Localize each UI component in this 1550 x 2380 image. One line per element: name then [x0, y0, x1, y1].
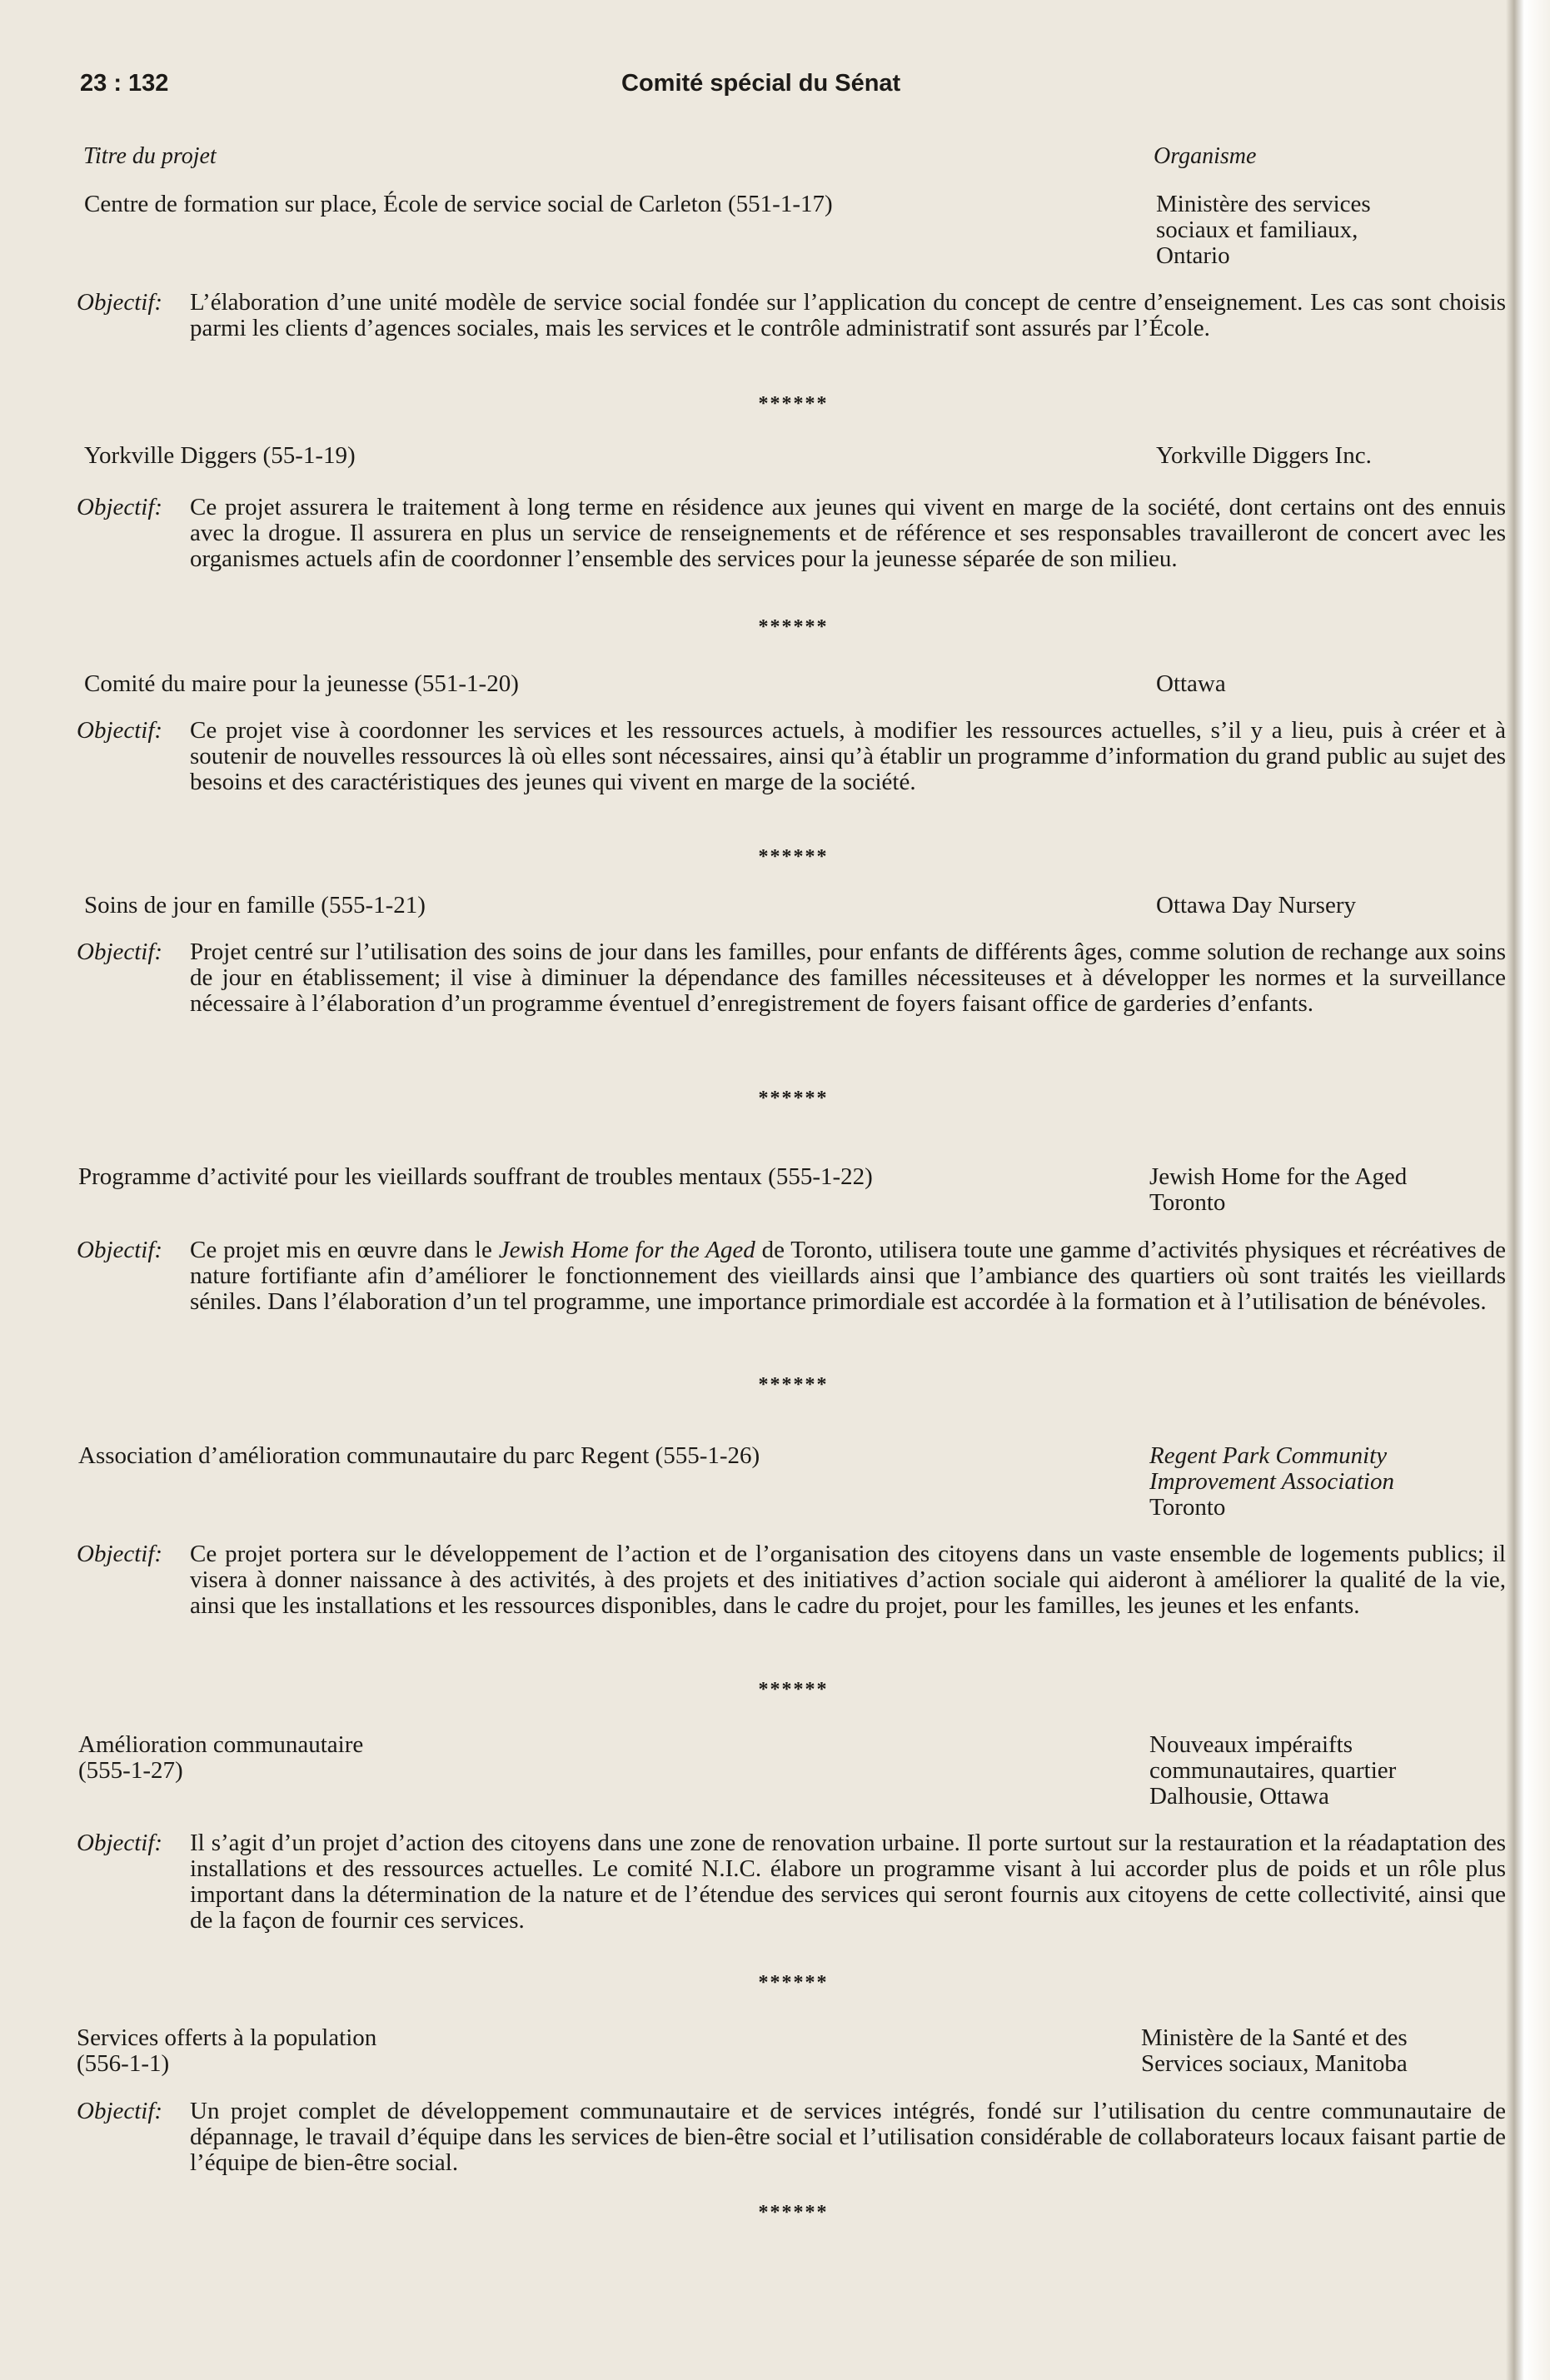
objective-text: Projet centré sur l’utilisation des soins de jour dans les familles, pour enfants de différents âges, comme solution de rechange aux soins de jour en établissement; il vise à diminuer la dépendance des familles nécessiteuses et à développer les normes et la surveillance nécessaire à l’élaboration d’un programme éventuel d’enregistrement de foyers faisant office de garderies d’enfants.: [190, 939, 1506, 1017]
project-title: Association d’amélioration communautaire du parc Regent (555-1-26): [78, 1442, 760, 1469]
project-title: Soins de jour en famille (555-1-21): [84, 892, 426, 919]
separator-stars: ******: [758, 393, 829, 415]
organization-city: Toronto: [1149, 1494, 1226, 1521]
project-entry: [77, 443, 1508, 572]
project-organization: Jewish Home for the Aged Toronto: [1149, 1163, 1408, 1216]
project-objective: [77, 1237, 1508, 1315]
project-objective: [77, 939, 1508, 1017]
separator-stars: ******: [758, 1374, 829, 1396]
project-organization: Ottawa Day Nursery: [1156, 892, 1356, 919]
page-number: 23 : 132: [80, 70, 169, 97]
separator-stars: ******: [758, 846, 829, 868]
project-objective: [77, 1830, 1508, 1934]
project-objective: [77, 1541, 1508, 1619]
objective-text: L’élaboration d’une unité modèle de service social fondée sur l’application du concept de centre d’enseignement. Les cas sont choisis parmi les clients d’agences sociales, mais les services et le contrôle administratif sont assurés par l’École.: [190, 289, 1506, 341]
separator-stars: ******: [758, 1679, 829, 1700]
separator: [0, 393, 1550, 416]
objective-text: [190, 1237, 1506, 1315]
project-organization: Nouveaux impéraifts communautaires, quartier Dalhousie, Ottawa: [1149, 1731, 1397, 1810]
objective-label: Objectif:: [77, 1541, 163, 1567]
objective-text: Ce projet vise à coordonner les services et les ressources actuels, à modifier les ressources actuelles, s’il y a lieu, puis à créer et à soutenir de nouvelles ressources là où elles sont nécessaires, ainsi qu’à établir un programme d’information du grand public au sujet des besoins et des caractéristiques des jeunes qui vivent en marge de la société.: [190, 717, 1506, 795]
page-edge: [1506, 0, 1550, 2380]
separator: [0, 1972, 1550, 1994]
objective-label: Objectif:: [77, 2098, 163, 2124]
objective-text: Il s’agit d’un projet d’action des citoyens dans une zone de renovation urbaine. Il porte surtout sur la restauration et la réadaptation des installations et des ressources actuelles. Le comité N.I.C. élabore un programme visant à lui accorder plus de poids et un rôle plus important dans la détermination de la nature et de l’étendue des services qui seront fournis aux citoyens de cette collectivité, ainsi que de la façon de fournir ces services.: [190, 1830, 1506, 1934]
objective-text: Ce projet portera sur le développement de l’action et de l’organisation des citoyens dans un vaste ensemble de logements publics; il visera à donner naissance à des activités, à des projets et des initiatives d’action sociale qui aideront à améliorer la qualité de la vie, ainsi que les installations et les ressources disponibles, dans le cadre du projet, pour les familles, les jeunes et les enfants.: [190, 1541, 1506, 1619]
project-title: Amélioration communautaire (555-1-27): [78, 1731, 364, 1784]
separator: [0, 1679, 1550, 1701]
project-entry: [77, 893, 1508, 1017]
page-title: Comité spécial du Sénat: [621, 70, 901, 97]
objective-label: Objectif:: [77, 939, 163, 965]
project-entry: [77, 1443, 1508, 1619]
page-header: [80, 70, 1496, 112]
objective-text-italic: Jewish Home for the Aged: [498, 1237, 755, 1263]
objective-text-part: Ce projet mis en œuvre dans le: [190, 1237, 499, 1263]
project-entry: [77, 192, 1508, 341]
project-organization: Ministère de la Santé et des Services sociaux, Manitoba: [1141, 2024, 1408, 2077]
project-organization: Ottawa: [1156, 670, 1226, 697]
column-label-organization: Organisme: [1154, 143, 1257, 169]
organization-name-italic: Regent Park Community Improvement Association: [1149, 1442, 1394, 1495]
objective-text: Un projet complet de développement communautaire et de services intégrés, fondé sur l’utilisation du centre communautaire de dépannage, le travail d’équipe dans les services de bien-être social et l’utilisation considérable de collaborateurs locaux faisant partie de l’équipe de bien-être social.: [190, 2098, 1506, 2176]
project-entry: [77, 2025, 1508, 2176]
objective-text-part: de Toronto, utilisera toute une gamme d’activités physiques et récréatives de nature fortifiante afin d’améliorer le fonctionnement des vieillards ainsi que l’ambiance des quartiers où sont traités les vieillards séniles. Dans l’élaboration d’un tel programme, une importance primordiale est accordée à la formation et à l’utilisation de bénévoles.: [190, 1237, 1507, 1315]
project-objective: [77, 290, 1508, 341]
separator-stars: ******: [758, 616, 829, 638]
project-entry: [77, 1732, 1508, 1934]
separator: [0, 1374, 1550, 1397]
separator: [0, 846, 1550, 869]
project-title: Yorkville Diggers (55-1-19): [84, 442, 356, 469]
objective-label: Objectif:: [77, 1830, 163, 1856]
column-label-title: Titre du projet: [83, 143, 217, 169]
project-objective: [77, 718, 1508, 795]
separator: [0, 616, 1550, 639]
objective-text: Ce projet assurera le traitement à long terme en résidence aux jeunes qui vivent en marge de la société, dont certains ont des ennuis avec la drogue. Il assurera en plus un service de renseignements et de référence et ses responsables travailleront de concert avec les organismes actuels afin de coordonner l’ensemble des services pour la jeunesse séparée de son milieu.: [190, 494, 1506, 572]
project-title: Programme d’activité pour les vieillards souffrant de troubles mentaux (555-1-22): [78, 1163, 873, 1190]
project-objective: [77, 2099, 1508, 2176]
project-title: Centre de formation sur place, École de service social de Carleton (551-1-17): [84, 191, 833, 217]
project-title: Comité du maire pour la jeunesse (551-1-20): [84, 670, 519, 697]
project-title: Services offerts à la population (556-1-1): [77, 2024, 377, 2077]
objective-label: Objectif:: [77, 494, 163, 520]
project-organization: Ministère des services sociaux et familiaux, Ontario: [1156, 191, 1371, 269]
project-entry: [77, 671, 1508, 795]
project-organization: [1149, 1443, 1499, 1521]
objective-label: Objectif:: [77, 289, 163, 316]
separator: [0, 1088, 1550, 1110]
separator-stars: ******: [758, 1088, 829, 1109]
project-objective: [77, 495, 1508, 572]
project-organization: Yorkville Diggers Inc.: [1156, 442, 1372, 469]
objective-label: Objectif:: [77, 1237, 163, 1263]
objective-label: Objectif:: [77, 717, 163, 744]
separator-stars: ******: [758, 1972, 829, 1994]
project-entry: [77, 1164, 1508, 1315]
separator-stars: ******: [758, 2202, 829, 2223]
separator: [0, 2202, 1550, 2224]
